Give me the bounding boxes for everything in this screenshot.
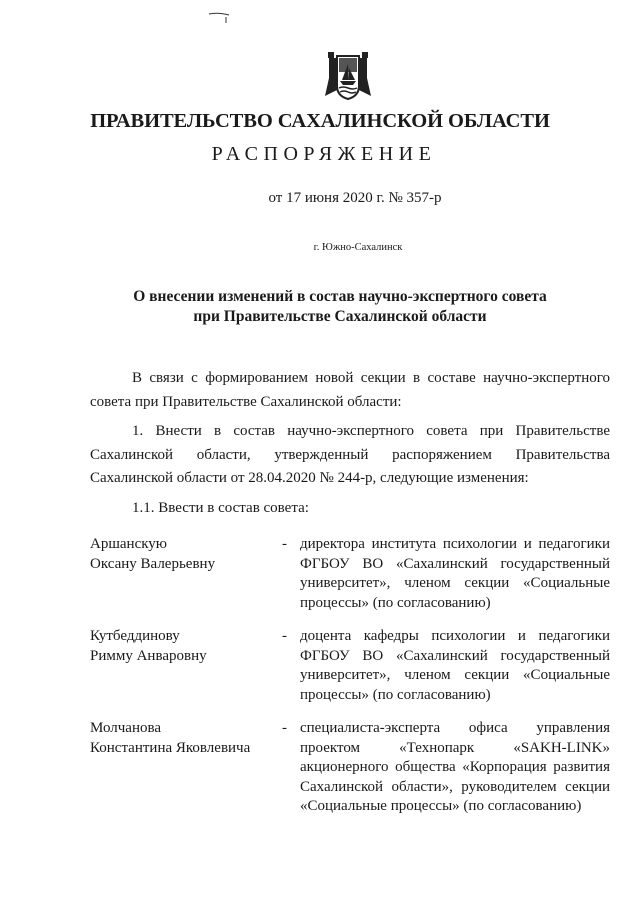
paragraph-item-1-1: 1.1. Ввести в состав совета: [132, 499, 309, 516]
member-name [90, 627, 270, 666]
paragraph-preamble: В связи с формированием новой секции в составе научно-экспертного совета при Правительстве Сахалинской области: [90, 370, 610, 410]
government-title: ПРАВИТЕЛЬСТВО САХАЛИНСКОЙ ОБЛАСТИ [90, 110, 550, 132]
document-body [90, 367, 610, 526]
document-type: РАСПОРЯЖЕНИЕ [211, 143, 437, 165]
sakhalin-coat-of-arms-icon [325, 50, 371, 100]
member-dash: - [282, 536, 287, 552]
member-entry [90, 719, 610, 814]
member-dash: - [282, 628, 287, 644]
member-given-name: Константина Яковлевича [90, 739, 251, 756]
member-description: доцента кафедры психологии и педагогики ФГБОУ ВО «Сахалинский государственный университет», членом секции «Социальные процессы» (по согласованию) [300, 628, 610, 703]
member-surname: Кутбеддинову [90, 628, 180, 644]
members-list [90, 535, 610, 814]
member-description: директора института психологии и педагогики ФГБОУ ВО «Сахалинский государственный университет», членом секции «Социальные процессы» (по согласованию) [300, 536, 610, 611]
subject-line-2: при Правительстве Сахалинской области [193, 308, 487, 325]
subject-line-1: О внесении изменений в состав научно-экспертного совета [133, 288, 547, 305]
member-entry [90, 535, 610, 627]
member-name [90, 535, 270, 574]
member-name [90, 719, 270, 758]
pen-mark [208, 10, 230, 24]
member-surname: Аршанскую [90, 536, 168, 552]
date-and-number: от 17 июня 2020 г. № 357-р [268, 190, 442, 206]
member-dash: - [282, 720, 287, 736]
member-entry [90, 627, 610, 719]
member-description: специалиста-эксперта офиса управления проектом «Технопарк «SAKH-LINK» акционерного общества «Корпорация развития Сахалинской области», руководителем секции «Социальные процессы» (по согласованию) [300, 720, 610, 814]
city-name: г. Южно-Сахалинск [313, 242, 403, 253]
member-given-name: Оксану Валерьевну [90, 555, 216, 572]
paragraph-item-1: 1. Внести в состав научно-экспертного совета при Правительстве Сахалинской области, утвержденный распоряжением Правительства Сахалинской области от 28.04.2020 № 244-р, следующие изменения: [90, 423, 610, 486]
member-given-name: Римму Анваровну [90, 647, 207, 664]
document-subject [0, 287, 640, 327]
member-surname: Молчанова [90, 720, 162, 736]
